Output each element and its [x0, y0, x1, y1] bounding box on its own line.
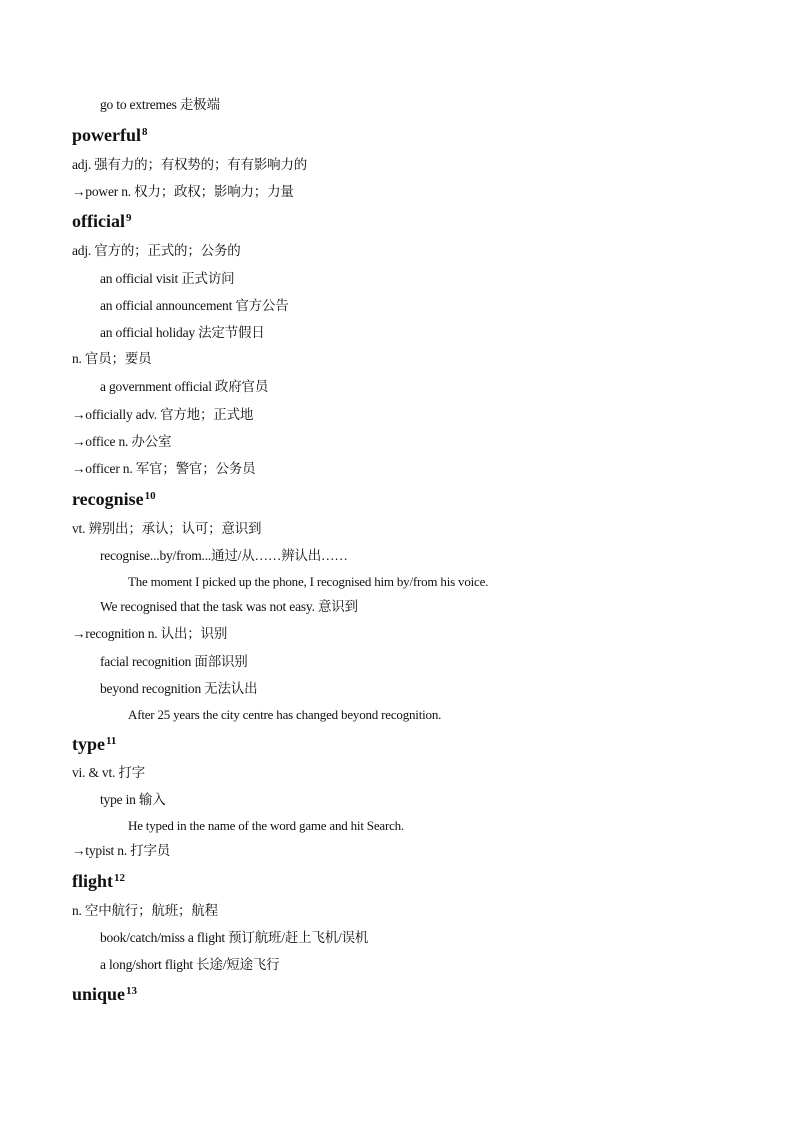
headword-text: type	[72, 734, 105, 754]
headword-text: official	[72, 211, 125, 231]
definition-line: vt. 辨别出；承认；认可；意识到	[72, 521, 262, 536]
derived-word-power: →power n. 权力；政权；影响力；力量	[72, 184, 294, 199]
phrase-line: an official holiday 法定节假日	[100, 325, 265, 340]
phrase-go-to-extremes: go to extremes 走极端	[100, 97, 220, 112]
phrase-line: a government official 政府官员	[100, 379, 269, 394]
entry-number: 9	[125, 212, 132, 224]
headword-powerful	[72, 124, 148, 146]
definition-line: adj. 强有力的；有权势的；有有影响力的	[72, 157, 308, 172]
entry-number: 10	[144, 490, 156, 502]
headword-text: flight	[72, 871, 114, 891]
headword-type	[72, 733, 116, 755]
entry-number: 13	[126, 985, 138, 997]
headword-unique	[72, 983, 137, 1005]
phrase-line: type in 输入	[100, 792, 166, 807]
headword-flight	[72, 870, 125, 892]
example-sentence: The moment I picked up the phone, I recognised him by/from his voice.	[128, 574, 489, 589]
phrase-line: an official visit 正式访问	[100, 271, 235, 286]
derived-word-typist: →typist n. 打字员	[72, 843, 171, 858]
entry-number: 8	[142, 126, 148, 138]
phrase-line: We recognised that the task was not easy. 意识到	[100, 599, 358, 614]
phrase-line: facial recognition 面部识别	[100, 654, 248, 669]
definition-line: n. 官员；要员	[72, 351, 152, 366]
definition-line: n. 空中航行；航班；航程	[72, 903, 218, 918]
definition-line: adj. 官方的；正式的；公务的	[72, 243, 241, 258]
headword-text: powerful	[72, 125, 141, 145]
example-sentence: After 25 years the city centre has changed beyond recognition.	[128, 707, 442, 722]
example-sentence: He typed in the name of the word game and hit Search.	[128, 818, 405, 833]
headword-recognise	[72, 488, 156, 510]
derived-word-officially: →officially adv. 官方地；正式地	[72, 407, 254, 422]
derived-word-office: →office n. 办公室	[72, 434, 172, 449]
phrase-line: recognise...by/from...通过/从……辨认出……	[100, 548, 348, 563]
headword-text: unique	[72, 984, 126, 1004]
headword-official	[72, 210, 131, 232]
derived-word-officer: →officer n. 军官；警官；公务员	[72, 461, 256, 476]
phrase-line: beyond recognition 无法认出	[100, 681, 258, 696]
headword-text: recognise	[72, 489, 144, 509]
entry-number: 12	[114, 872, 126, 884]
definition-line: vi. & vt. 打字	[72, 765, 145, 780]
derived-word-recognition: →recognition n. 认出；识别	[72, 626, 228, 641]
phrase-line: a long/short flight 长途/短途飞行	[100, 957, 280, 972]
phrase-line: an official announcement 官方公告	[100, 298, 289, 313]
phrase-line: book/catch/miss a flight 预订航班/赶上飞机/误机	[100, 930, 369, 945]
entry-number: 11	[106, 735, 117, 747]
